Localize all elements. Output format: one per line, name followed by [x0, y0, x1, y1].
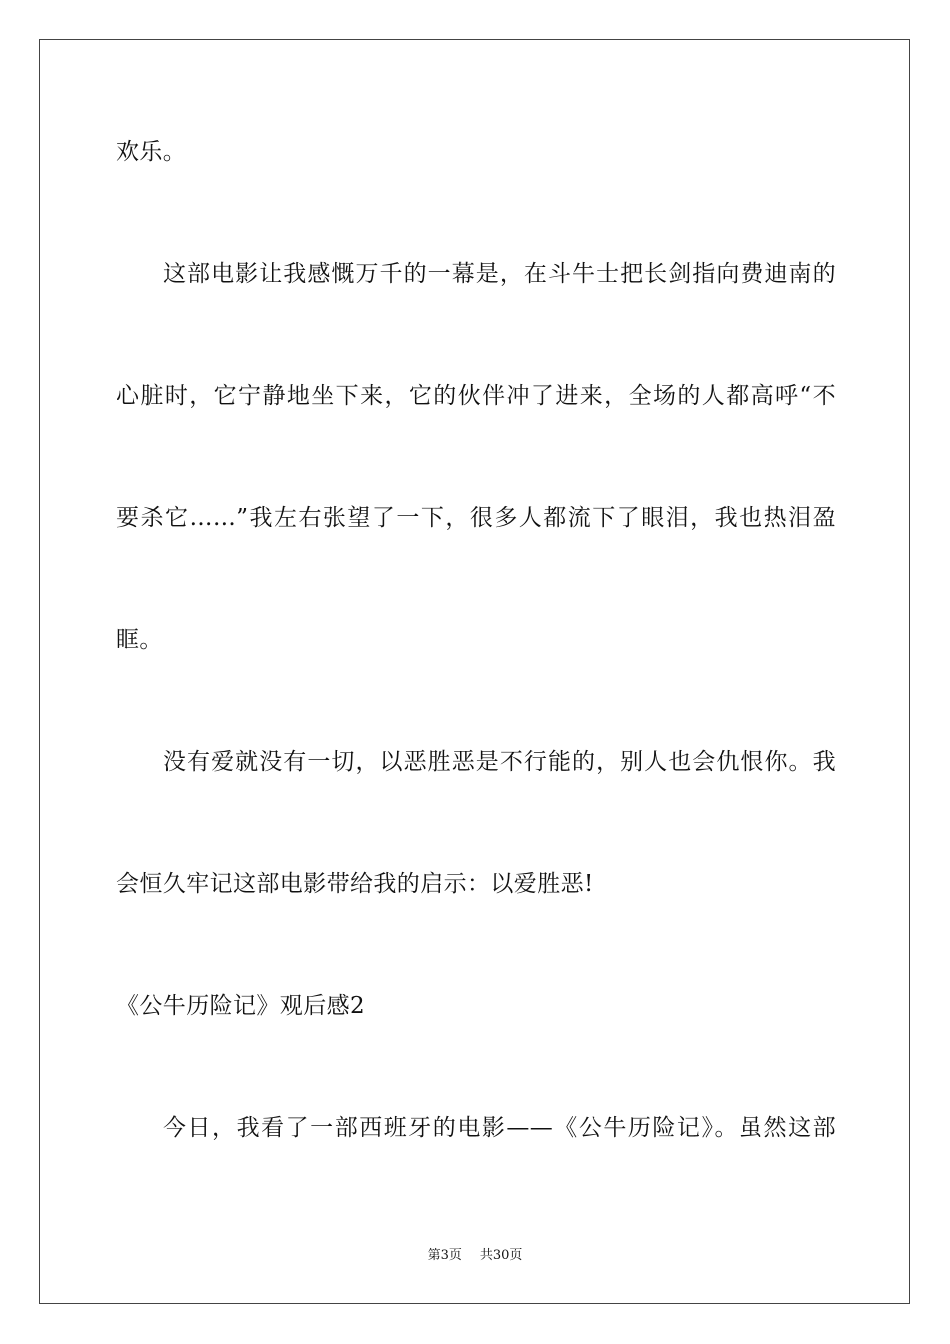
- section-heading: 《公牛历险记》观后感2: [116, 993, 366, 1019]
- text-line: 这部电影让我感慨万千的一幕是，在斗牛士把长剑指向费迪南的: [163, 261, 836, 287]
- page-total: 共30页: [479, 1248, 523, 1263]
- text-line: 心脏时，它宁静地坐下来，它的伙伴冲了进来，全场的人都高呼“不: [116, 383, 836, 409]
- text-line: 会恒久牢记这部电影带给我的启示：以爱胜恶!: [116, 871, 594, 897]
- text-line: 要杀它……”我左右张望了一下，很多人都流下了眼泪，我也热泪盈: [116, 505, 836, 531]
- page-footer: [0, 1247, 950, 1265]
- text-line: 眶。: [116, 627, 163, 653]
- page-number: 第3页: [427, 1248, 462, 1263]
- text-line: 欢乐。: [116, 139, 187, 165]
- text-line: 今日，我看了一部西班牙的电影——《公牛历险记》。虽然这部: [163, 1115, 836, 1141]
- text-line: 没有爱就没有一切，以恶胜恶是不行能的，别人也会仇恨你。我: [163, 749, 836, 775]
